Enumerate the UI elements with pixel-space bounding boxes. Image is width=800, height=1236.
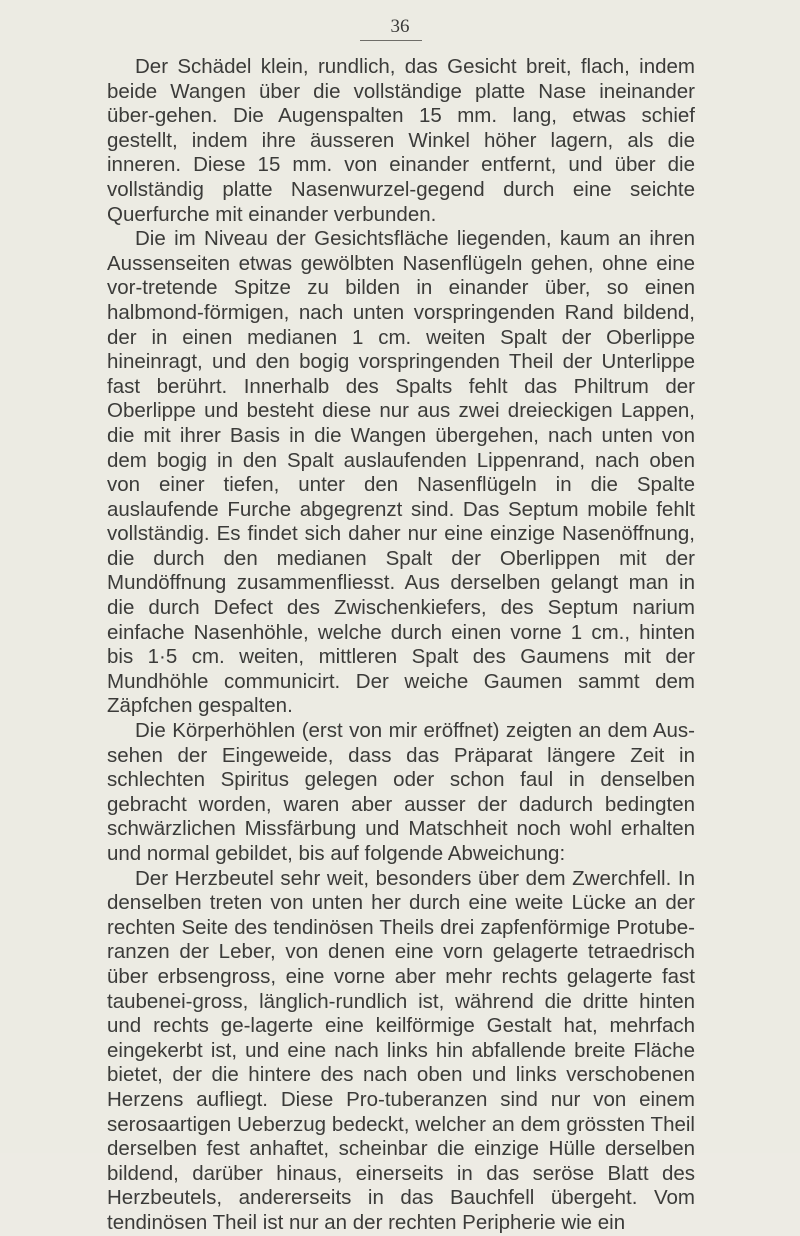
paragraph: Die Körperhöhlen (erst von mir eröffnet) zeigten an dem Aus-sehen der Eingeweide, dass das Präparat längere Zeit in schlechten Spiritus gelegen oder schon faul in denselben gebracht worden, waren aber ausser der dadurch bedingten schwärzlichen Missfärbung und Matschheit noch wohl erhalten und normal gebildet, bis auf folgende Abweichung: [107, 719, 695, 865]
body-text [107, 55, 695, 1236]
paragraph: Der Schädel klein, rundlich, das Gesicht breit, flach, indem beide Wangen über die vollständige platte Nase ineinander über-gehen. Die Augenspalten 15 mm. lang, etwas schief gestellt, indem ihre äusseren Winkel höher lagern, als die inneren. Diese 15 mm. von einander entfernt, und über die vollständig platte Nasenwurzel-gegend durch eine seichte Querfurche mit einander verbunden. [107, 55, 695, 226]
paragraph: Die im Niveau der Gesichtsfläche liegenden, kaum an ihren Aussenseiten etwas gewölbten Nasenflügeln gehen, ohne eine vor-tretende Spitze zu bilden in einander über, so einen halbmond-förmigen, nach unten vorspringenden Rand bildend, der in einen medianen 1 cm. weiten Spalt der Oberlippe hineinragt, und den bogig vorspringenden Theil der Unterlippe fast berührt. Innerhalb des Spalts fehlt das Philtrum der Oberlippe und besteht diese nur aus zwei dreieckigen Lappen, die mit ihrer Basis in die Wangen übergehen, nach unten von dem bogig in den Spalt auslaufenden Lippenrand, nach oben von einer tiefen, unter den Nasenflügeln in die Spalte auslaufende Furche abgegrenzt sind. Das Septum mobile fehlt vollständig. Es findet sich daher nur eine einzige Nasenöffnung, die durch den medianen Spalt der Oberlippen mit der Mundöffnung zusammenfliesst. Aus derselben gelangt man in die durch Defect des Zwischenkiefers, des Septum narium einfache Nasenhöhle, welche durch einen vorne 1 cm., hinten bis 1·5 cm. weiten, mittleren Spalt des Gaumens mit der Mundhöhle communicirt. Der weiche Gaumen sammt dem Zäpfchen gespalten. [107, 227, 695, 718]
page-number: 36 [390, 16, 410, 37]
paragraph: Der Herzbeutel sehr weit, besonders über dem Zwerchfell. In denselben treten von unten her durch eine weite Lücke an der rechten Seite des tendinösen Theils drei zapfenförmige Protube-ranzen der Leber, von denen eine vorn gelagerte tetraedrisch über erbsengross, eine vorne aber mehr rechts gelagerte fast taubenei-gross, länglich-rundlich ist, während die dritte hinten und rechts ge-lagerte eine keilförmige Gestalt hat, mehrfach eingekerbt ist, und eine nach links hin abfallende breite Fläche bietet, der die hintere des nach oben und links verschobenen Herzens aufliegt. Diese Pro-tuberanzen sind nur von einem serosaartigen Ueberzug bedeckt, welcher an dem grössten Theil derselben fest anhaftet, scheinbar die einzige Hülle derselben bildend, darüber hinaus, einerseits in das seröse Blatt des Herzbeutels, andererseits in das Bauchfell übergeht. Vom tendinösen Theil ist nur an der rechten Peripherie wie ein [107, 866, 695, 1234]
page-number-rule [360, 40, 422, 41]
